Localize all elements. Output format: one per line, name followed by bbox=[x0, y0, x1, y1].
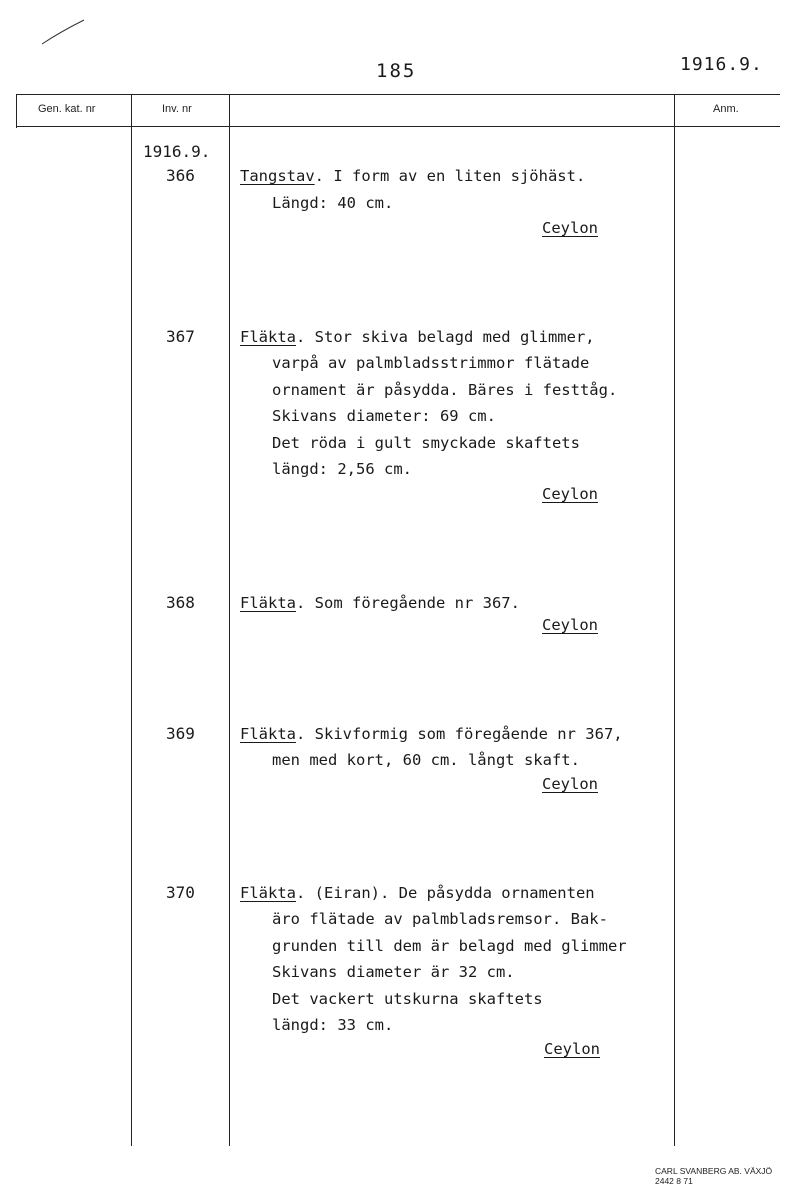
entry-title: Fläkta bbox=[240, 884, 296, 902]
catalog-entry bbox=[240, 163, 585, 190]
section-date: 1916.9. bbox=[143, 142, 211, 161]
column-header-anm: Anm. bbox=[713, 103, 739, 115]
entry-line: varpå av palmbladsstrimmor flätade bbox=[272, 354, 590, 372]
entry-line: ornament är påsydda. Bäres i festtåg. bbox=[272, 381, 618, 399]
entry-text: . Som föregående nr 367. bbox=[296, 594, 520, 612]
entry-title: Tangstav bbox=[240, 167, 315, 185]
entry-title: Fläkta bbox=[240, 725, 296, 743]
origin-label: Ceylon bbox=[542, 219, 598, 237]
column-header-inv: Inv. nr bbox=[162, 103, 192, 115]
header-date: 1916.9. bbox=[680, 54, 763, 75]
catalog-entry bbox=[240, 590, 520, 617]
entry-line: Längd: 40 cm. bbox=[272, 194, 394, 212]
column-header-gen-kat: Gen. kat. nr bbox=[38, 103, 96, 115]
origin-label: Ceylon bbox=[542, 616, 598, 634]
inv-number: 368 bbox=[166, 593, 195, 612]
entry-title: Fläkta bbox=[240, 328, 296, 346]
printer-imprint: CARL SVANBERG AB. VÄXJÖ 2442 8 71 bbox=[655, 1166, 773, 1186]
entry-line: Det röda i gult smyckade skaftets bbox=[272, 434, 580, 452]
inv-number: 370 bbox=[166, 883, 195, 902]
entry-line: men med kort, 60 cm. långt skaft. bbox=[272, 751, 580, 769]
entry-text: . (Eiran). De påsydda ornamenten bbox=[296, 884, 595, 902]
catalog-entry bbox=[240, 721, 623, 748]
catalog-entry bbox=[240, 880, 595, 907]
anm-column-rule bbox=[674, 94, 675, 1146]
entry-line: äro flätade av palmbladsremsor. Bak- bbox=[272, 910, 608, 928]
origin-label: Ceylon bbox=[544, 1040, 600, 1058]
left-edge-rule bbox=[16, 94, 17, 128]
entry-title: Fläkta bbox=[240, 594, 296, 612]
entry-line: Skivans diameter är 32 cm. bbox=[272, 963, 515, 981]
entry-line: längd: 2,56 cm. bbox=[272, 460, 412, 478]
gen-kat-column-rule bbox=[131, 94, 132, 1146]
entry-text: . Skivformig som föregående nr 367, bbox=[296, 725, 623, 743]
entry-line: längd: 33 cm. bbox=[272, 1016, 394, 1034]
entry-line: grunden till dem är belagd med glimmer bbox=[272, 937, 627, 955]
inv-column-rule bbox=[229, 94, 230, 1146]
entry-text: . Stor skiva belagd med glimmer, bbox=[296, 328, 595, 346]
entry-text: . I form av en liten sjöhäst. bbox=[314, 167, 586, 185]
inv-number: 366 bbox=[166, 166, 195, 185]
inv-number: 367 bbox=[166, 327, 195, 346]
origin-label: Ceylon bbox=[542, 485, 598, 503]
page-number: 185 bbox=[376, 60, 417, 82]
entry-line: Det vackert utskurna skaftets bbox=[272, 990, 543, 1008]
inv-number: 369 bbox=[166, 724, 195, 743]
origin-label: Ceylon bbox=[542, 775, 598, 793]
pencil-mark bbox=[38, 18, 86, 48]
entry-line: Skivans diameter: 69 cm. bbox=[272, 407, 496, 425]
catalog-entry bbox=[240, 324, 595, 351]
